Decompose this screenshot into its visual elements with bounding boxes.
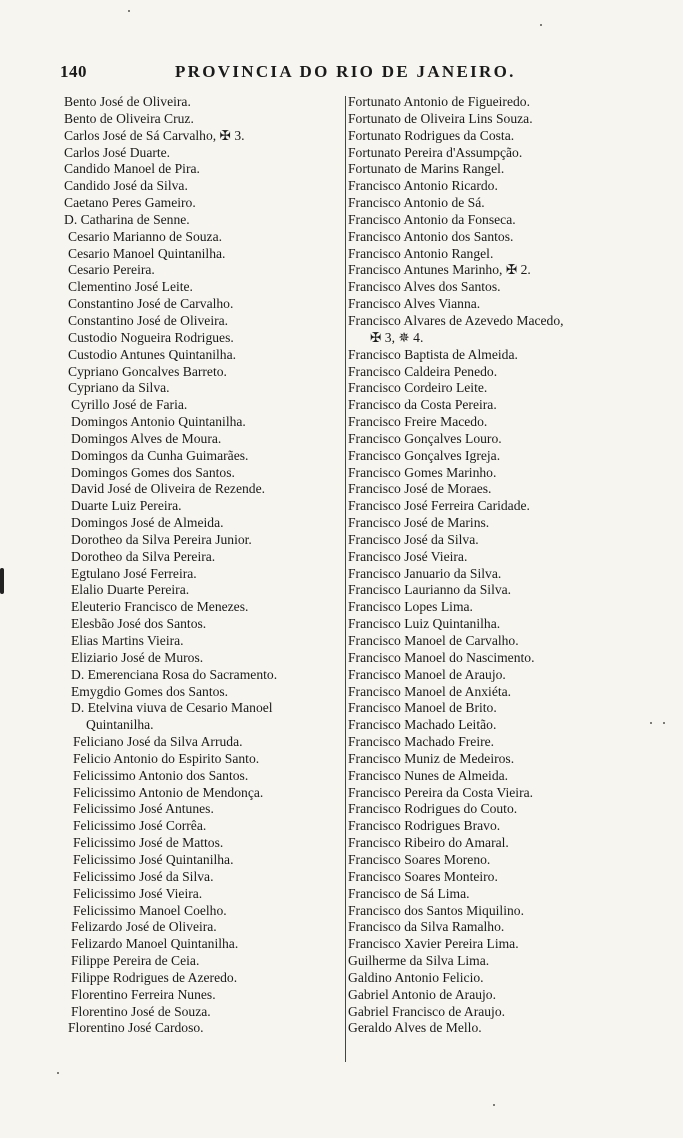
list-item: Domingos José de Almeida. xyxy=(71,515,224,531)
list-item: Egtulano José Ferreira. xyxy=(71,565,197,581)
list-item: Francisco Antonio de Sá. xyxy=(348,195,485,211)
list-item: Francisco Alvares de Azevedo Macedo, xyxy=(348,312,564,328)
list-item: D. Emerenciana Rosa do Sacramento. xyxy=(71,666,278,682)
running-title: PROVINCIA DO RIO DE JANEIRO. xyxy=(175,62,516,81)
list-item: Cesario Marianno de Souza. xyxy=(68,228,223,244)
list-item: Francisco Manoel de Anxiéta. xyxy=(348,683,512,699)
list-item: Francisco Machado Freire. xyxy=(348,734,495,750)
list-item: Francisco de Sá Lima. xyxy=(348,885,470,901)
list-item: Candido Manoel de Pira. xyxy=(64,161,200,177)
list-item: Filippe Pereira de Ceia. xyxy=(71,953,200,969)
list-item: D. Catharina de Senne. xyxy=(64,211,190,227)
list-item: Elalio Duarte Pereira. xyxy=(71,582,190,598)
list-item: Elias Martins Vieira. xyxy=(71,633,184,648)
list-item: Eleuterio Francisco de Menezes. xyxy=(71,599,249,615)
list-item: Guilherme da Silva Lima. xyxy=(348,953,490,969)
list-item: Constantino José de Oliveira. xyxy=(68,312,229,328)
list-item: Francisco Manoel de Brito. xyxy=(348,700,497,716)
list-item: Carlos José de Sá Carvalho, ✠ 3. xyxy=(64,127,245,143)
list-item: Galdino Antonio Felicio. xyxy=(348,969,484,985)
list-item: Francisco Soares Moreno. xyxy=(348,851,491,867)
list-item: Domingos Antonio Quintanilha. xyxy=(71,414,246,430)
list-item: Cesario Pereira. xyxy=(68,262,155,278)
list-item: Francisco Manoel de Araujo. xyxy=(348,666,506,682)
list-item: Fortunato Rodrigues da Costa. xyxy=(348,127,515,143)
list-item: Felicissimo Manoel Coelho. xyxy=(73,902,227,918)
list-item: Francisco José Ferreira Caridade. xyxy=(348,498,530,514)
list-item: Bento de Oliveira Cruz. xyxy=(64,110,194,126)
list-item: Felicissimo José Quintanilha. xyxy=(73,851,234,867)
print-speck xyxy=(493,1104,495,1106)
list-item: Gabriel Antonio de Araujo. xyxy=(348,986,496,1002)
list-item: Felicissimo José Antunes. xyxy=(73,801,214,817)
list-item: Fortunato Antonio de Figueiredo. xyxy=(348,94,530,109)
list-item: Dorotheo da Silva Pereira. xyxy=(71,548,216,564)
list-item: Francisco Antonio Rangel. xyxy=(348,245,494,261)
list-item: Felizardo Manoel Quintanilha. xyxy=(71,936,239,952)
list-item: Francisco Alves dos Santos. xyxy=(348,279,501,295)
list-item: Cypriano da Silva. xyxy=(68,380,170,396)
list-item: Cesario Manoel Quintanilha. xyxy=(68,245,226,261)
list-item: Dorotheo da Silva Pereira Junior. xyxy=(71,531,252,547)
list-item: Carlos José Duarte. xyxy=(64,144,171,160)
list-item: Francisco dos Santos Miquilino. xyxy=(348,902,524,918)
column-divider xyxy=(345,96,346,1062)
list-item: Francisco Antonio dos Santos. xyxy=(348,228,514,244)
print-speck xyxy=(57,1072,59,1074)
list-item-continuation: Quintanilha. xyxy=(86,717,154,733)
list-item: Francisco Antonio da Fonseca. xyxy=(348,211,516,227)
list-item: Francisco Nunes de Almeida. xyxy=(348,767,509,783)
list-item: Eliziario José de Muros. xyxy=(71,649,204,665)
list-item: Francisco da Costa Pereira. xyxy=(348,397,497,413)
list-item: Francisco Alves Vianna. xyxy=(348,296,481,312)
list-item: Duarte Luiz Pereira. xyxy=(71,498,182,514)
list-item: Francisco Baptista de Almeida. xyxy=(348,346,518,362)
list-item: Francisco Freire Macedo. xyxy=(348,414,488,430)
list-item: Bento José de Oliveira. xyxy=(64,94,191,109)
list-item: Francisco Gonçalves Louro. xyxy=(348,430,502,446)
list-item: Filippe Rodrigues de Azeredo. xyxy=(71,969,238,985)
list-item: Felicissimo Antonio dos Santos. xyxy=(73,767,249,783)
list-item: Florentino José de Souza. xyxy=(71,1003,211,1019)
list-item: Francisco Rodrigues Bravo. xyxy=(348,818,501,834)
list-item: Francisco Machado Leitão. xyxy=(348,717,497,733)
list-item: Felicissimo Antonio de Mendonça. xyxy=(73,784,264,800)
list-item: Francisco Xavier Pereira Lima. xyxy=(348,936,519,952)
list-item: Fortunato Pereira d'Assumpção. xyxy=(348,144,523,160)
list-item: Francisco Manoel do Nascimento. xyxy=(348,649,535,665)
list-item: Felicissimo José Vieira. xyxy=(73,885,203,901)
list-item: Custodio Nogueira Rodrigues. xyxy=(68,329,234,345)
list-item: Francisco Antonio Ricardo. xyxy=(348,178,498,194)
list-item: Francisco da Silva Ramalho. xyxy=(348,919,505,935)
list-item: Florentino Ferreira Nunes. xyxy=(71,986,216,1002)
list-item: Francisco Muniz de Medeiros. xyxy=(348,750,515,766)
list-item: Fortunato de Oliveira Lins Souza. xyxy=(348,110,533,126)
list-item: Francisco José de Marins. xyxy=(348,515,490,531)
list-item: Geraldo Alves de Mello. xyxy=(348,1020,482,1036)
list-item: Francisco Caldeira Penedo. xyxy=(348,363,498,379)
left-name-column xyxy=(64,94,346,1037)
list-item: D. Etelvina viuva de Cesario Manoel xyxy=(71,700,273,716)
list-item: Francisco José de Moraes. xyxy=(348,481,492,497)
list-item: Clementino José Leite. xyxy=(68,279,193,295)
list-item: Gabriel Francisco de Araujo. xyxy=(348,1003,506,1019)
list-item: Francisco Ribeiro do Amaral. xyxy=(348,835,509,851)
list-item: Feliciano José da Silva Arruda. xyxy=(73,734,243,750)
list-item: Francisco Cordeiro Leite. xyxy=(348,380,488,396)
list-item: Francisco José da Silva. xyxy=(348,531,479,547)
list-item: David José de Oliveira de Rezende. xyxy=(71,481,266,497)
list-item-continuation: ✠ 3, ✵ 4. xyxy=(370,329,424,345)
list-item: Francisco Luiz Quintanilha. xyxy=(348,616,501,632)
list-item: Felicissimo José da Silva. xyxy=(73,868,214,884)
list-item: Candido José da Silva. xyxy=(64,178,188,194)
list-item: Fortunato de Marins Rangel. xyxy=(348,161,505,177)
page-edge-blot xyxy=(0,568,4,594)
right-name-column xyxy=(348,94,648,1037)
list-item: Francisco Pereira da Costa Vieira. xyxy=(348,784,534,800)
list-item: Felicissimo José Corrêa. xyxy=(73,818,207,834)
list-item: Francisco Antunes Marinho, ✠ 2. xyxy=(348,262,531,278)
list-item: Emygdio Gomes dos Santos. xyxy=(71,683,229,699)
list-item: Felicissimo José de Mattos. xyxy=(73,835,224,851)
list-item: Domingos Gomes dos Santos. xyxy=(71,464,235,480)
list-item: Felizardo José de Oliveira. xyxy=(71,919,217,935)
list-item: Francisco Laurianno da Silva. xyxy=(348,582,512,598)
print-speck xyxy=(650,722,652,724)
list-item: Francisco Gonçalves Igreja. xyxy=(348,447,501,463)
list-item: Constantino José de Carvalho. xyxy=(68,296,234,312)
list-item: Francisco Rodrigues do Couto. xyxy=(348,801,518,817)
list-item: Florentino José Cardoso. xyxy=(68,1020,204,1036)
list-item: Domingos Alves de Moura. xyxy=(71,430,222,446)
list-item: Francisco José Vieira. xyxy=(348,548,468,564)
list-item: Felicio Antonio do Espirito Santo. xyxy=(73,750,260,766)
page-header xyxy=(0,62,683,90)
list-item: Francisco Gomes Marinho. xyxy=(348,464,497,480)
list-item: Caetano Peres Gameiro. xyxy=(64,195,196,211)
print-speck xyxy=(663,722,665,724)
list-item: Francisco Soares Monteiro. xyxy=(348,868,498,884)
list-item: Francisco Lopes Lima. xyxy=(348,599,473,615)
list-item: Custodio Antunes Quintanilha. xyxy=(68,346,237,362)
list-item: Cypriano Goncalves Barreto. xyxy=(68,363,227,379)
list-item: Cyrillo José de Faria. xyxy=(71,397,188,413)
list-item: Francisco Januario da Silva. xyxy=(348,565,502,581)
list-item: Domingos da Cunha Guimarães. xyxy=(71,447,249,463)
print-speck xyxy=(540,24,542,26)
print-speck xyxy=(128,10,130,12)
list-item: Francisco Manoel de Carvalho. xyxy=(348,633,519,648)
page-number: 140 xyxy=(60,62,87,81)
list-item: Elesbão José dos Santos. xyxy=(71,616,207,632)
